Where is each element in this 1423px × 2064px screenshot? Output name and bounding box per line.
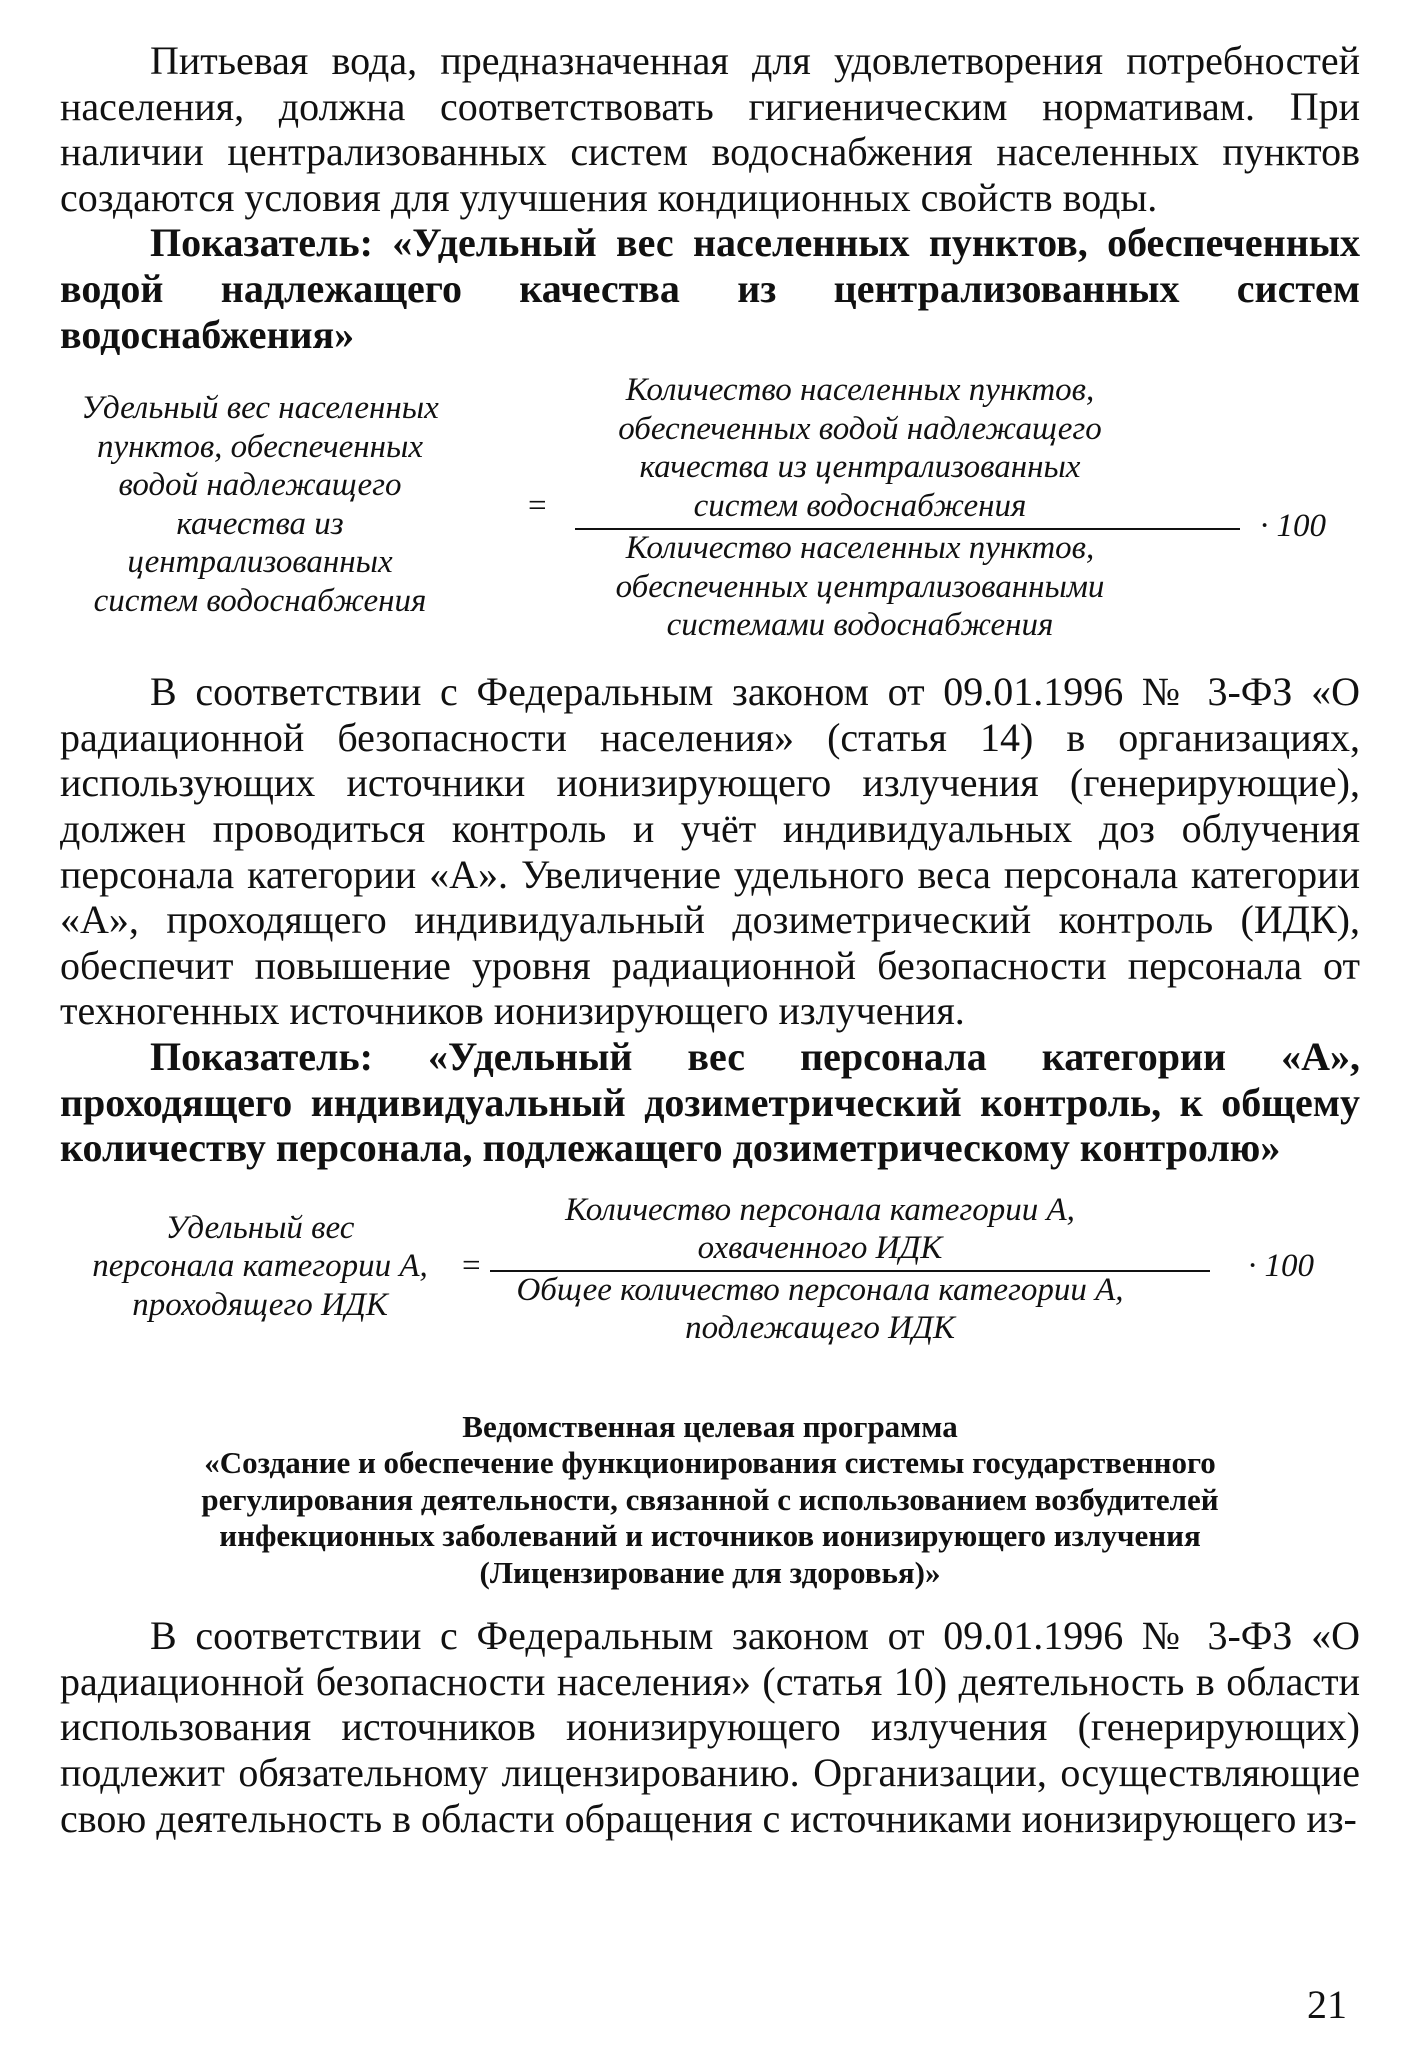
program-heading-line: (Лицензирование для здоровья)»: [479, 1554, 941, 1590]
formula-2-lhs-line: Удельный вес: [165, 1209, 355, 1246]
formula-1: [60, 371, 1360, 644]
page-number: 21: [1307, 1982, 1347, 2027]
program-heading-line: инфекционных заболеваний и источников ионизирующего излучения: [219, 1518, 1201, 1554]
formula-1-denominator-line: Количество населенных пунктов,: [625, 530, 1095, 567]
program-heading-line: Ведомственная целевая программа: [462, 1408, 958, 1444]
formula-1-multiplier: · 100: [1260, 508, 1326, 545]
formula-2-numerator-line: Количество персонала категории А,: [565, 1191, 1075, 1228]
formula-1-numerator-line: Количество населенных пунктов,: [625, 372, 1095, 409]
formula-1-denominator: [560, 529, 1160, 645]
formula-2-lhs-line: проходящего ИДК: [132, 1286, 388, 1323]
formula-2-lhs-line: персонала категории А,: [92, 1248, 428, 1285]
licensing-paragraph: В соответствии с Федеральным законом от 09.01.1996 № 3-ФЗ «О радиационной безопасности населения» (статья 10) деятельность в области использования источников ионизирующего излучения (генерирующих) подлежит обязательному лицензированию. Организации, осуществляющие свою деятельность в области обращения с источниками ионизирующего из-: [60, 1613, 1360, 1841]
formula-1-lhs: [60, 389, 460, 620]
formula-1-denominator-line: системами водоснабжения: [666, 607, 1054, 644]
formula-2-denominator: [490, 1271, 1150, 1348]
formula-1-numerator: [560, 371, 1160, 525]
formula-2-equals: =: [462, 1247, 481, 1284]
formula-2-multiplier: · 100: [1248, 1247, 1314, 1284]
document-page: [60, 38, 1360, 1841]
formula-2-numerator-line: охваченного ИДК: [697, 1230, 943, 1267]
formula-2: [60, 1191, 1360, 1351]
formula-1-lhs-line: Удельный вес населенных: [81, 390, 439, 427]
formula-2-denominator-line: Общее количество персонала категории А,: [516, 1271, 1124, 1308]
formula-1-lhs-line: качества из: [176, 505, 344, 542]
indicator-1-title: Показатель: «Удельный вес населенных пунктов, обеспеченных водой надлежащего качества из централизованных систем водоснабжения»: [60, 220, 1360, 357]
program-heading: [60, 1409, 1360, 1592]
indicator-2-title: Показатель: «Удельный вес персонала категории «А», проходящего индивидуальный дозиметрический контроль, к общему количеству персонала, подлежащего дозиметрическому контролю»: [60, 1033, 1360, 1171]
formula-1-lhs-line: централизованных: [127, 544, 393, 581]
formula-2-lhs: [60, 1209, 460, 1325]
formula-1-equals: =: [528, 488, 547, 525]
formula-1-numerator-line: обеспеченных водой надлежащего: [618, 410, 1102, 447]
formula-1-lhs-line: пунктов, обеспеченных: [96, 428, 424, 465]
formula-1-denominator-line: обеспеченных централизованными: [615, 568, 1105, 605]
radiation-paragraph: В соответствии с Федеральным законом от 09.01.1996 № 3-ФЗ «О радиационной безопасности населения» (статья 14) в организациях, использующих источники ионизирующего излучения (генерирующие), должен проводиться контроль и учёт индивидуальных доз облучения персонала категории «А». Увеличение удельного веса персонала категории «А», проходящего индивидуальный дозиметрический контроль (ИДК), обеспечит повышение уровня радиационной безопасности персонала от техногенных источников ионизирующего излучения.: [60, 669, 1360, 1034]
intro-paragraph: Питьевая вода, предназначенная для удовлетворения потребностей населения, должна соответствовать гигиеническим нормативам. При наличии централизованных систем водоснабжения населенных пунктов создаются условия для улучшения кондиционных свойств воды.: [60, 38, 1360, 220]
program-heading-line: регулирования деятельности, связанной с использованием возбудителей: [201, 1481, 1219, 1517]
formula-1-numerator-line: систем водоснабжения: [693, 487, 1027, 524]
formula-1-lhs-line: водой надлежащего: [118, 467, 402, 504]
program-heading-line: «Создание и обеспечение функционирования системы государственного: [204, 1445, 1216, 1481]
formula-2-denominator-line: подлежащего ИДК: [685, 1310, 955, 1347]
formula-1-lhs-line: систем водоснабжения: [93, 582, 427, 619]
formula-2-numerator: [490, 1191, 1150, 1268]
formula-1-numerator-line: качества из централизованных: [639, 449, 1081, 486]
